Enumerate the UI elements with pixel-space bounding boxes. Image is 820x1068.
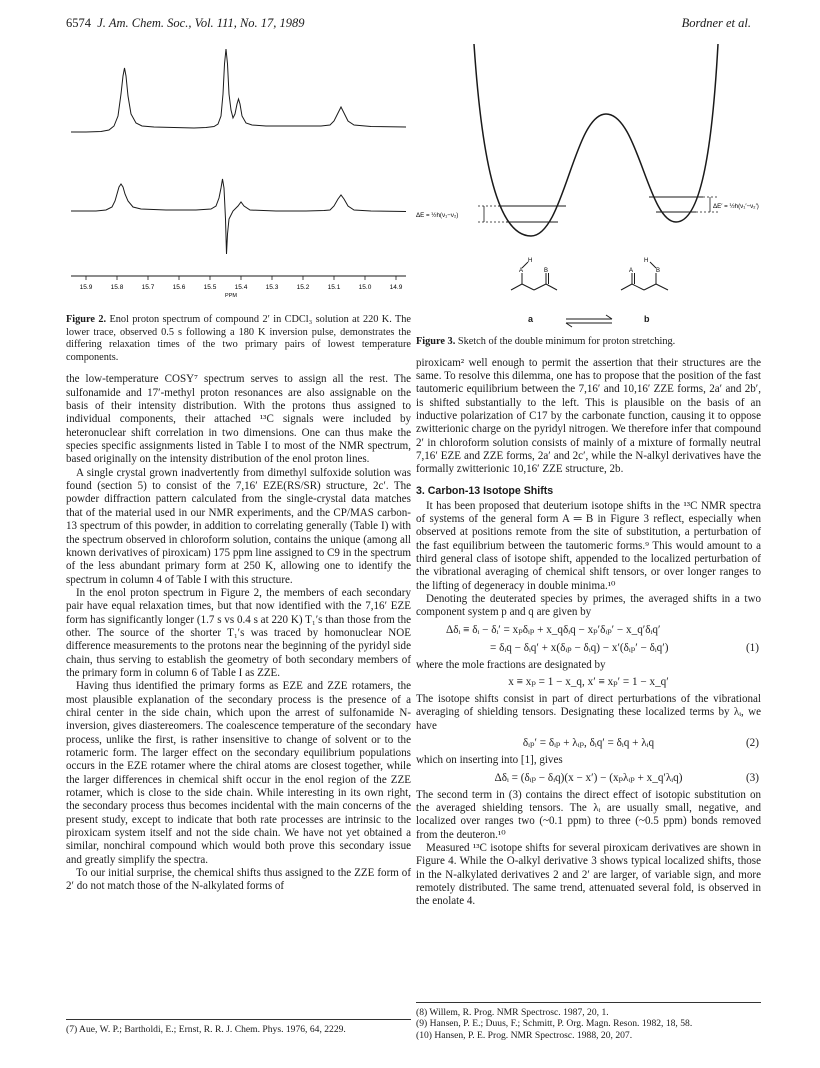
figure-3-caption-text: Sketch of the double minimum for proton stretching.	[457, 336, 676, 347]
equation-2: δᵢₚ′ = δᵢₚ + λᵢₚ, δᵢq′ = δᵢq + λᵢq (2)	[522, 737, 759, 750]
footnote-rule-right	[416, 1002, 761, 1003]
footnote-9: (9) Hansen, P. E.; Duus, F.; Schmitt, P. Org. Magn. Reson. 1982, 18, 58.	[416, 1018, 693, 1030]
tautomer-b-label: b	[644, 314, 650, 324]
equation-3-number: (3)	[745, 771, 759, 784]
right-paragraph-piroxicam: piroxicam² well enough to permit the assertion that their structures are the same. To resolve this dilemma, one has to propose that the position of the fast tautomeric equilibrium between the 7,16′ and 10,16′ ZZE forms, 2a′ and 2b′, is shifted substantially to the left. This is plausible on the basis of an inductive polarization of C17 by the carbonate function, causing it to oppose zwitterionic charge on the pyridyl nitrogen. We therefore infer that compound 2′ in chloroform solution consists of mainly of a mixture of formally neutral 7,16′ EZE and ZZE forms, 2a′ and 2c′, while the N-alkyl derivatives have the formally zwitterionic 10,16′ ZZE structure, 2b.	[416, 356, 761, 476]
equation-mole-fractions: x ≡ xₚ = 1 − x_q, x′ ≡ xₚ′ = 1 − x_q′	[508, 676, 669, 689]
delta-e-label: ΔE = ½h(ν₁−ν₂)	[416, 212, 459, 219]
delta-e-prime-label: ΔE′ = ½h(ν₁′−ν₂′)	[713, 203, 759, 210]
right-paragraph-measured: Measured ¹³C isotope shifts for several piroxicam derivatives are shown in Figure 4. While the O-alkyl derivative 3 shows typical localized shifts, those in the N-alkylated derivatives 2 and 2′ are larger, of variable sign, and more remotely distributed. The same trend, attenuated several fold, is observed in the enolate 4.	[416, 841, 761, 908]
header-authors: Bordner et al.	[681, 16, 751, 30]
figure-2-spectra	[66, 44, 411, 309]
left-paragraph-2: A single crystal grown inadvertently from dimethyl sulfoxide solution was found (section 5) to consist of the 7,16′ EZE(RS/SR) structure, 2c′. The powder diffraction pattern calculated from the single-crystal data matches that of the material used in our NMR experiments, and the CP/MAS carbon-13 spectrum of this powder, in addition to correlating generally (Table I) with the spectrum observed in chloroform solution, contains the unique (among all known derivatives of piroxicam) 175 ppm line assigned to C9 in the spectrum of the less abundant primary form at 250 K, allowing one to identify the spectrum in column 4 of Table I with this structure.	[66, 466, 411, 586]
figure-3	[416, 44, 761, 349]
ppm-tick-label: 15.7	[141, 284, 155, 291]
figure-2-caption	[66, 314, 411, 364]
right-paragraph-isotope: It has been proposed that deuterium isotope shifts in the ¹³C NMR spectra of systems of the general form A ═ B in Figure 3 reflect, especially when observed at positions remote from the site of substitution, a perturbation of the fast equilibrium between the tautomeric forms.⁹ This would amount to a third general class of isotope shift, appended to the localized perturbation of the vibrational averaging of chemical shift tensors, or over longer ranges to the lifting of degeneracy in double minima.¹⁰	[416, 499, 761, 592]
page-number: 6574	[66, 16, 91, 30]
right-paragraph-inserting: which on inserting into [1], gives	[416, 754, 563, 767]
tautomer-b	[621, 262, 668, 290]
figure-3-caption-label: Figure 3.	[416, 336, 456, 347]
ppm-tick-label: 15.4	[234, 284, 248, 291]
left-footnotes	[66, 1019, 411, 1035]
figure-3-caption	[416, 336, 761, 349]
header-left	[66, 16, 305, 31]
tautomer-b-atom-b: B	[656, 268, 661, 274]
right-paragraph-mole: where the mole fractions are designated by	[416, 658, 606, 671]
ppm-tick-label: 15.3	[265, 284, 279, 291]
ppm-tick-label: 14.9	[389, 284, 403, 291]
ppm-tick-label: 15.8	[110, 284, 124, 291]
tautomer-b-atom-h: H	[644, 258, 649, 264]
left-paragraph-4: Having thus identified the primary forms as EZE and ZZE rotamers, the most plausible explanation of the secondary process is the presence of a chiral center in the side chain, which upon the arrest of sulfonamide N-inversion, gives diastereomers. The coalescence temperature of the secondary process, unlike the first, is rather insensitive to change of solvent or to the rotameric form. The larger effect on the secondary equilibrium populations occurs in the EZE rotamer where the chiral atoms are closest together, while the larger differences in chemical shift occur in the enol region of the ZZE rotamer, which is close to the side chain. While interesting in its own right, the secondary process thus becomes incidental with the main concerns of the present study, except to indicate that both rate processes are intrinsic to the piroxicam system itself and not the side chain. We have not yet obtained a similar, nonchiral compound which would both prove this secondary issue and greatly simplify the spectra.	[66, 680, 411, 866]
tautomer-a-label: a	[528, 314, 534, 324]
ppm-axis-ticks	[80, 276, 403, 291]
ppm-tick-label: 15.9	[79, 284, 93, 291]
journal-citation: J. Am. Chem. Soc., Vol. 111, No. 17, 1989	[97, 16, 305, 30]
ppm-tick-label: 15.1	[327, 284, 341, 291]
footnote-7: (7) Aue, W. P.; Bartholdi, E.; Ernst, R. R. J. Chem. Phys. 1976, 64, 2229.	[66, 1024, 346, 1035]
tautomer-a-atom-b: B	[544, 268, 549, 274]
footnote-8: (8) Willem, R. Prog. NMR Spectrosc. 1987, 20, 1.	[416, 1007, 609, 1018]
figure-2-caption-label: Figure 2.	[66, 314, 107, 325]
left-paragraph-3: In the enol proton spectrum in Figure 2, the members of each secondary pair have equal relaxation times, but that now identified with the 7,16′ EZE form has significantly longer (1.7 s vs 0.4 s at 220 K) T₁′s than those from the other. The source of the shorter T₁′s was traced by homonuclear NOE difference measurements to the protons near the beginning of the pyridyl side chain, thus serving to establish the geometry of both secondary members of the primary form in column 6 of Table I as ZZE.	[66, 586, 411, 679]
figure-2	[66, 44, 411, 364]
left-paragraph-5: To our initial surprise, the chemical shifts thus assigned to the ZZE form of 2′ do not match those of the N-alkylated forms of	[66, 867, 411, 893]
spectrum-upper-trace	[71, 49, 406, 132]
tautomer-a	[511, 262, 557, 290]
equation-2-number: (2)	[745, 737, 759, 750]
right-paragraph-second-term: The second term in (3) contains the direct effect of isotopic substitution on the averaged shielding tensors. The λᵢ are usually small, negative, and localized over ranges two (~0.1 ppm) to three (~0.5 ppm) bonds removed from the deuteron.¹⁰	[416, 788, 761, 841]
potential-energy-curve	[474, 44, 718, 236]
tautomer-a-atom-a: A	[519, 268, 524, 274]
ppm-tick-label: 15.5	[203, 284, 217, 291]
equation-1-line-1: Δδᵢ ≡ δᵢ − δᵢ′ = xₚδᵢₚ + x_qδᵢq − xₚ′δᵢₚ′ − x_q′δᵢq′	[446, 623, 661, 636]
footnote-rule	[66, 1019, 411, 1020]
ppm-tick-label: 15.2	[296, 284, 310, 291]
right-footnotes	[416, 1002, 761, 1041]
figure-2-caption-text: Enol proton spectrum of compound 2′ in CDCl₃ solution at 220 K. The lower trace, observed 0.5 s following a 180 K inversion pulse, demonstrates the differing relaxation times of the two primary pairs of lowest temperature components.	[66, 314, 411, 363]
figure-3-double-minimum	[416, 44, 761, 309]
spectrum-lower-trace	[71, 179, 406, 254]
ppm-tick-label: 15.0	[358, 284, 372, 291]
equation-3: Δδᵢ = (δᵢₚ − δᵢq)(x − x′) − (xₚλᵢₚ + x_q′λᵢq) (3)	[494, 771, 759, 784]
figure-3-equilibrium-row	[416, 314, 761, 336]
right-paragraph-denoting: Denoting the deuterated species by primes, the averaged shifts in a two component system p and q are given by	[416, 593, 761, 619]
tautomer-b-atom-a: A	[629, 268, 634, 274]
left-paragraph-1: the low-temperature COSY⁷ spectrum serves to assign all the rest. The sulfonamide and 17′-methyl proton resonances are also assignable on the basis of their intensity distribution. With the protons thus assigned to individual components, their attached ¹³C signals were included by heteronuclear shift correlation in two dimensions. One can thus make the species specific assignments listed in Table I to most of the NMR spectrum, based originally on the intensity distribution of the enol proton lines.	[66, 373, 411, 466]
ppm-axis-unit: PPM	[225, 293, 237, 299]
footnote-10: (10) Hansen, P. E. Prog. NMR Spectrosc. 1988, 20, 207.	[416, 1029, 633, 1041]
right-column	[416, 44, 761, 1041]
equation-1-line-2: = δᵢq − δᵢq′ + x(δᵢₚ − δᵢq) − x′(δᵢₚ′ − δᵢq′) (1)	[490, 641, 759, 654]
right-paragraph-consist: The isotope shifts consist in part of direct perturbations of the vibrational averaging of shielding tensors. Designating these localized terms by λᵢ, we have	[416, 693, 761, 732]
equilibrium-arrow-icon	[564, 314, 614, 328]
ppm-tick-label: 15.6	[172, 284, 186, 291]
tautomer-a-atom-h: H	[528, 258, 533, 264]
left-column	[66, 44, 411, 1035]
section-heading-isotope-shifts: 3. Carbon-13 Isotope Shifts	[416, 484, 554, 497]
equation-1-number: (1)	[745, 641, 759, 654]
page-header	[66, 16, 751, 34]
